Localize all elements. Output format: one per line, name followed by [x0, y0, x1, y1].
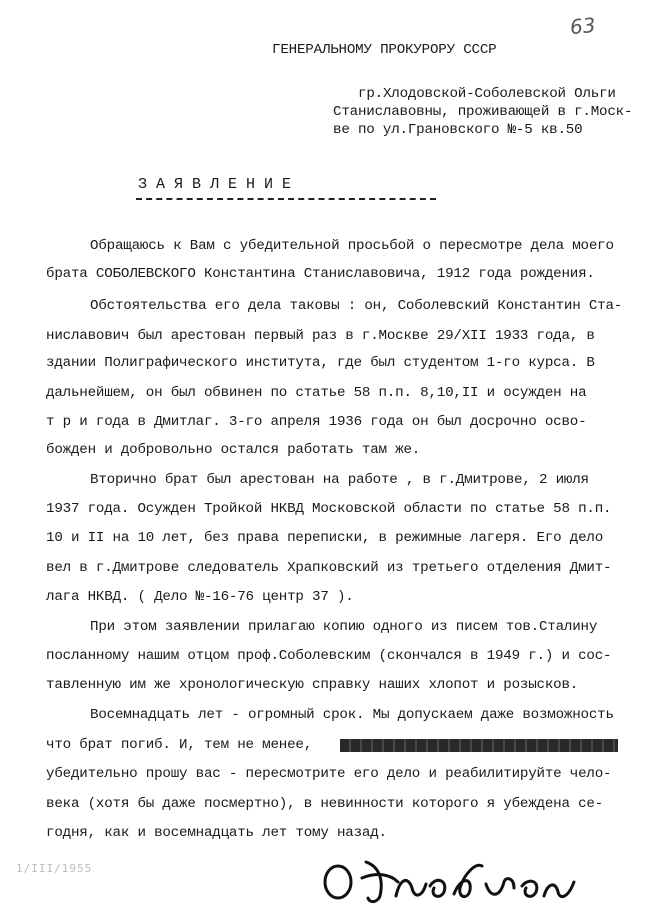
body-line: божден и добровольно остался работать там же. — [46, 442, 421, 458]
from-line-2: Станиславовны, проживающей в г.Моск- — [333, 104, 633, 120]
body-line: Вторично брат был арестован на работе , в г.Дмитрове, 2 июля — [90, 472, 589, 488]
body-line: 1937 года. Осужден Тройкой НКВД Московской области по статье 58 п.п. — [46, 501, 612, 517]
body-line: века (хотя бы даже посмертно), в невинности которого я убеждена се- — [46, 796, 604, 812]
from-line-3: ве по ул.Грановского №-5 кв.50 — [333, 122, 583, 138]
body-line: дальнейшем, он был обвинен по статье 58 п.п. 8,10,II и осужден на — [46, 385, 587, 401]
struck-out-text — [340, 739, 618, 752]
body-line: тавленную им же хронологическую справку наших хлопот и розысков. — [46, 677, 579, 693]
body-line: При этом заявлении прилагаю копию одного из писем тов.Сталину — [90, 619, 598, 635]
body-line: ниславович был арестован первый раз в г.Москве 29/XII 1933 года, в — [46, 328, 595, 344]
body-line: Обстоятельства его дела таковы : он, Соболевский Константин Ста- — [90, 298, 623, 314]
body-line: 10 и II на 10 лет, без права переписки, в режимные лагеря. Его дело — [46, 530, 604, 546]
document-title: З А Я В Л Е Н И Е — [138, 176, 292, 193]
body-line: здании Полиграфического института, где был студентом 1-го курса. В — [46, 355, 595, 371]
title-underline — [136, 198, 436, 200]
body-line: Восемнадцать лет - огромный срок. Мы допускаем даже возможность — [90, 707, 614, 723]
body-line: Обращаюсь к Вам с убедительной просьбой о пересмотре дела моего — [90, 238, 614, 254]
from-line-1: гр.Хлодовской-Соболевской Ольги — [358, 86, 616, 102]
handwritten-signature — [318, 848, 586, 910]
page-number: 63 — [568, 12, 597, 40]
body-line: убедительно прошу вас - пересмотрите его дело и реабилитируйте чело- — [46, 766, 612, 782]
body-line: брата СОБОЛЕВСКОГО Константина Станиславовича, 1912 года рождения. — [46, 266, 595, 282]
body-line: вел в г.Дмитрове следователь Храпковский из третьего отделения Дмит- — [46, 560, 612, 576]
addressee: ГЕНЕРАЛЬНОМУ ПРОКУРОРУ СССР — [272, 42, 497, 58]
body-line: посланному нашим отцом проф.Соболевским (скончался в 1949 г.) и сос- — [46, 648, 612, 664]
body-line: т р и года в Дмитлаг. 3-го апреля 1936 года он был досрочно осво- — [46, 414, 587, 430]
body-line: что брат погиб. И, тем не менее, — [46, 737, 313, 753]
margin-stamp: 1/III/1955 — [16, 862, 93, 875]
body-line: лага НКВД. ( Дело №-16-76 центр 37 ). — [46, 589, 354, 605]
body-line: годня, как и восемнадцать лет тому назад. — [46, 825, 387, 841]
